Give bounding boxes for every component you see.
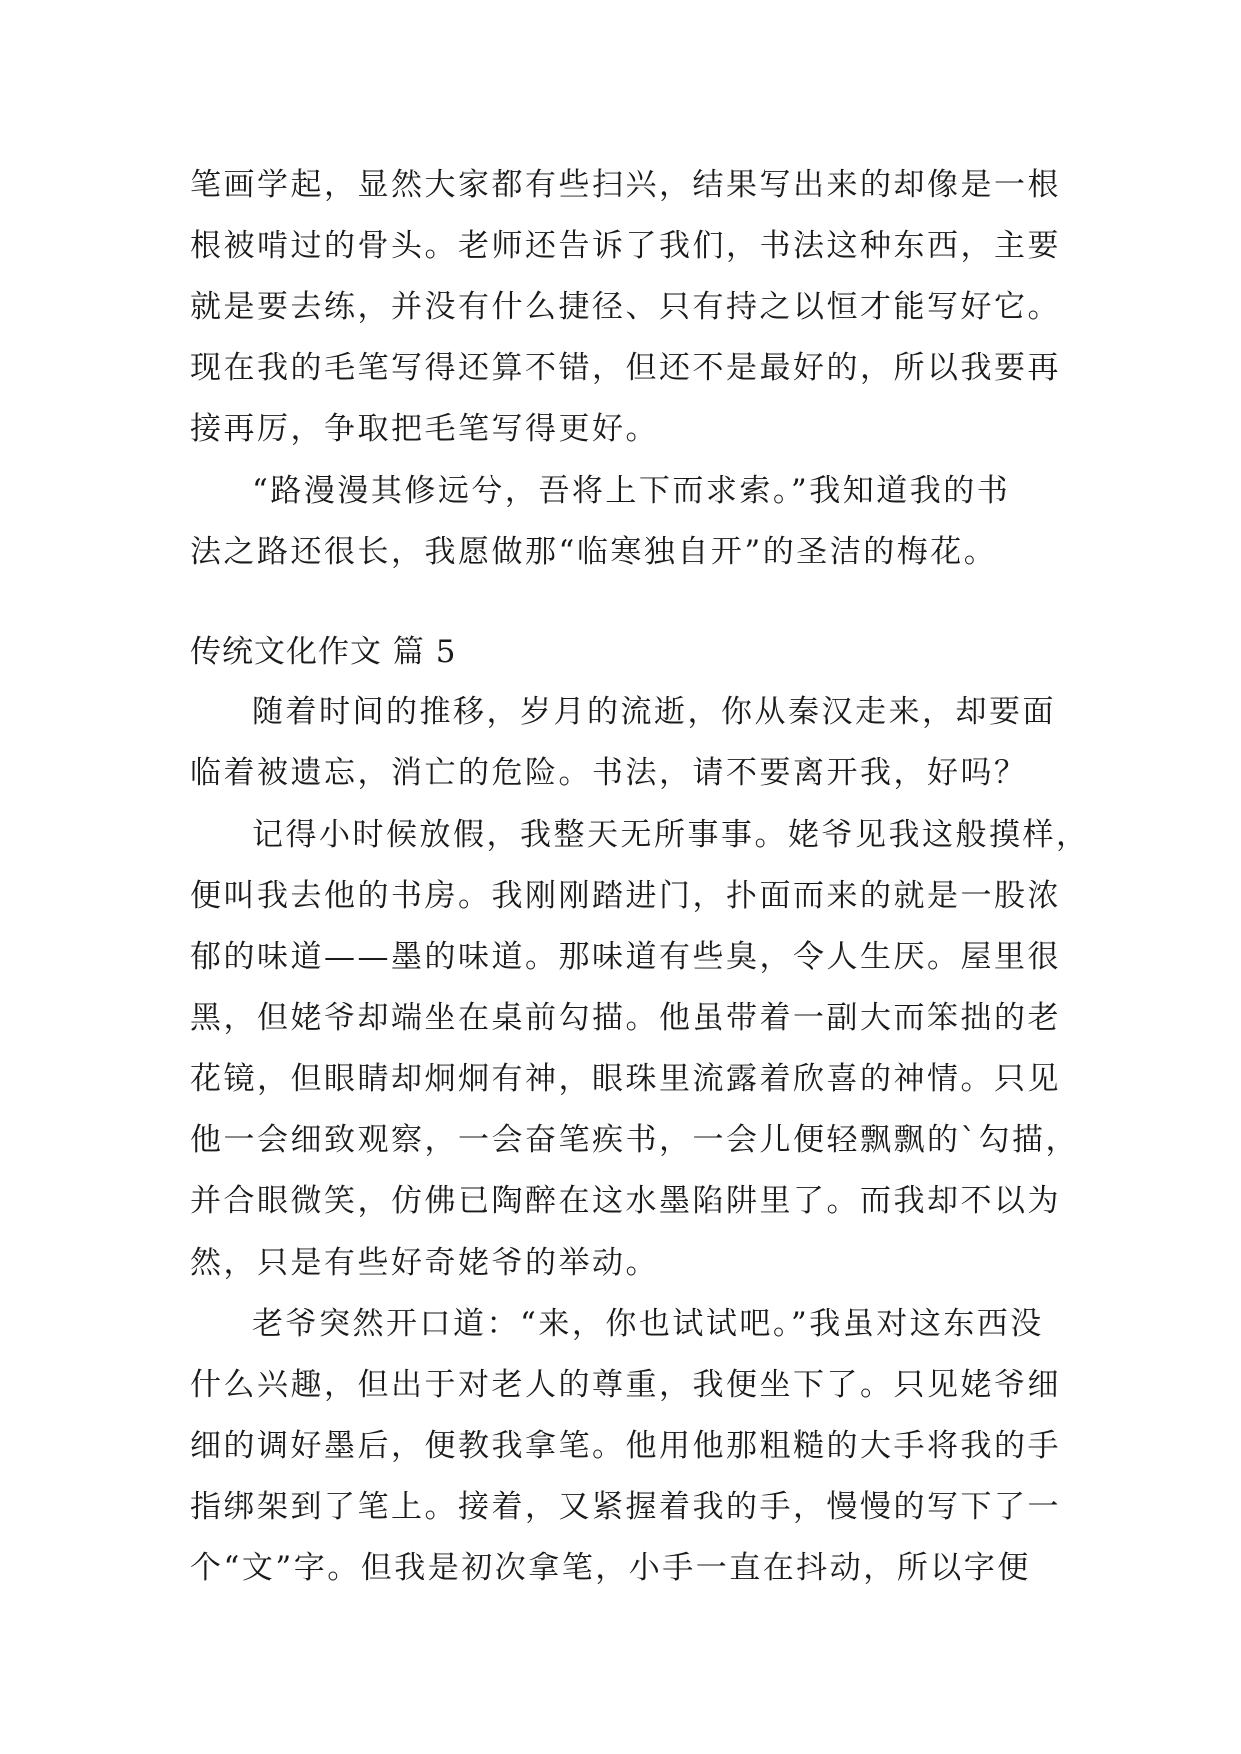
text-line: 临着被遗忘，消亡的危险。书法，请不要离开我，好吗？ <box>190 755 1028 791</box>
text-line: 并合眼微笑，仿佛已陶醉在这水墨陷阱里了。而我却不以为 <box>190 1183 1061 1219</box>
text-line: 他一会细致观察，一会奋笔疾书，一会儿便轻飘飘的`勾描， <box>190 1122 1079 1158</box>
text-line: 接再厉，争取把毛笔写得更好。 <box>190 411 659 447</box>
text-line: 个“文”字。但我是初次拿笔，小手一直在抖动，所以字便 <box>190 1550 1031 1586</box>
paragraph-first-line: 随着时间的推移，岁月的流逝，你从秦汉走来，却要面 <box>252 694 1056 730</box>
text-line: 现在我的毛笔写得还算不错，但还不是最好的，所以我要再 <box>190 350 1061 386</box>
paragraph-first-line: “路漫漫其修远兮，吾将上下而求索。”我知道我的书 <box>252 473 1011 509</box>
text-line: 黑，但姥爷却端坐在桌前勾描。他虽带着一副大而笨拙的老 <box>190 1000 1061 1036</box>
text-line: 便叫我去他的书房。我刚刚踏进门，扑面而来的就是一股浓 <box>190 878 1061 914</box>
text-line: 细的调好墨后，便教我拿笔。他用他那粗糙的大手将我的手 <box>190 1428 1061 1464</box>
text-line: 笔画学起，显然大家都有些扫兴，结果写出来的却像是一根 <box>190 167 1061 203</box>
text-line: 法之路还很长，我愿做那“临寒独自开”的圣洁的梅花。 <box>190 534 998 570</box>
paragraph-first-line: 记得小时候放假，我整天无所事事。姥爷见我这般摸样， <box>252 817 1090 853</box>
text-line: 指绑架到了笔上。接着，又紧握着我的手，慢慢的写下了一 <box>190 1489 1061 1525</box>
section-heading: 传统文化作文 篇 5 <box>190 634 457 670</box>
text-line: 郁的味道——墨的味道。那味道有些臭，令人生厌。屋里很 <box>190 939 1061 975</box>
text-line: 根被啃过的骨头。老师还告诉了我们，书法这种东西，主要 <box>190 228 1061 264</box>
text-line: 就是要去练，并没有什么捷径、只有持之以恒才能写好它。 <box>190 289 1061 325</box>
text-line: 什么兴趣，但出于对老人的尊重，我便坐下了。只见姥爷细 <box>190 1367 1061 1403</box>
text-line: 然，只是有些好奇姥爷的举动。 <box>190 1245 659 1281</box>
text-line: 花镜，但眼睛却炯炯有神，眼珠里流露着欣喜的神情。只见 <box>190 1061 1061 1097</box>
paragraph-first-line: 老爷突然开口道：“来，你也试试吧。”我虽对这东西没 <box>252 1306 1044 1342</box>
